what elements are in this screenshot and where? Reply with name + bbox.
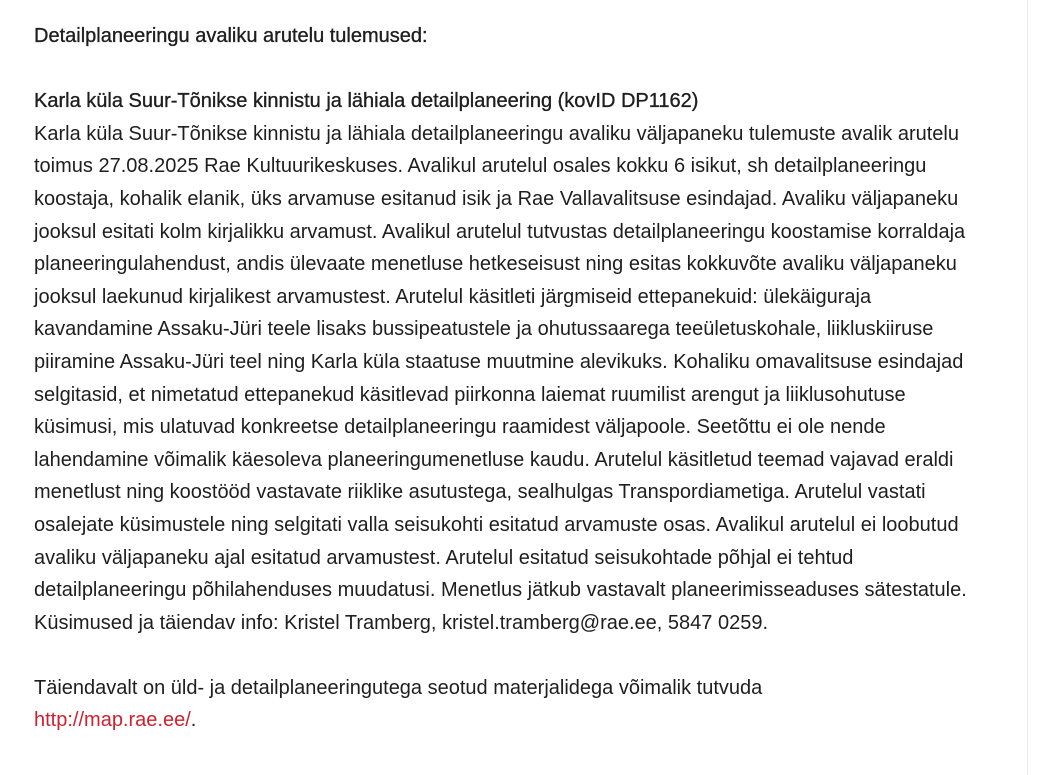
- scroll-edge: [1027, 0, 1028, 775]
- body-text: Karla küla Suur-Tõnikse kinnistu ja lähiala detailplaneeringu avaliku väljapaneku tulemuste avalik arutelu toimus 27.08.2025 Rae Kultuurikeskuses. Avalikul arutelul osales kokku 6 isikut, sh detailplaneeringu koostaja, kohalik elanik, üks arvamuse esitanud isik ja Rae Vallavalitsuse esindajad. Avaliku väljapaneku jooksul esitati kolm kirjalikku arvamust. Avalikul arutelul tutvustas detailplaneeringu koostamise korraldaja planeeringulahendust, andis ülevaate menetluse hetkeseisust ning esitas kokkuvõte avaliku väljapaneku jooksul laekunud kirjalikest arvamustest. Arutelul käsitleti järgmiseid ettepanekuid: ülekäiguraja kavandamine Assaku-Jüri teele lisaks bussipeatustele ja ohutussaarega teeületuskohale, liikluskiiruse piiramine Assaku-Jüri teel ning Karla küla staatuse muutmine alevikuks. Kohaliku omavalitsuse esindajad selgitasid, et nimetatud ettepanekud käsitlevad piirkonna laiemat ruumilist arengut ja liiklusohutuse küsimusi, mis ulatuvad konkreetse detailplaneeringu raamidest väljapoole. Seetõttu ei ole nende lahendamine võimalik käesoleva planeeringumenetluse kaudu. Arutelul käsitletud teemad vajavad eraldi menetlust ning koostööd vastavate riiklike asutustega, sealhulgas Transpordiametiga. Arutelul vastati osalejate küsimustele ning selgitati valla seisukohti esitatud arvamuste osas. Avalikul arutelul ei loobutud avaliku väljapaneku ajal esitatud arvamustest. Arutelul esitatud seisukohtade põhjal ei tehtud detailplaneeringu põhilahenduses muudatusi. Menetlus jätkub vastavalt planeerimisseaduses sätestatule. Küsimused ja täiendav info: Kristel Tramberg, kristel.tramberg@rae.ee, 5847 0259.: [34, 122, 967, 634]
- footer-period: .: [190, 709, 197, 732]
- map-link[interactable]: http://map.rae.ee/: [34, 709, 191, 732]
- footer-text: Täiendavalt on üld- ja detailplaneeringutega seotud materjalidega võimalik tutvuda: [34, 676, 763, 699]
- section-heading: Detailplaneeringu avaliku arutelu tulemused:: [34, 25, 428, 47]
- footer-paragraph: [34, 672, 994, 737]
- plan-title: Karla küla Suur-Tõnikse kinnistu ja lähiala detailplaneering (kovID DP1162): [34, 90, 699, 113]
- article-content: [34, 20, 994, 737]
